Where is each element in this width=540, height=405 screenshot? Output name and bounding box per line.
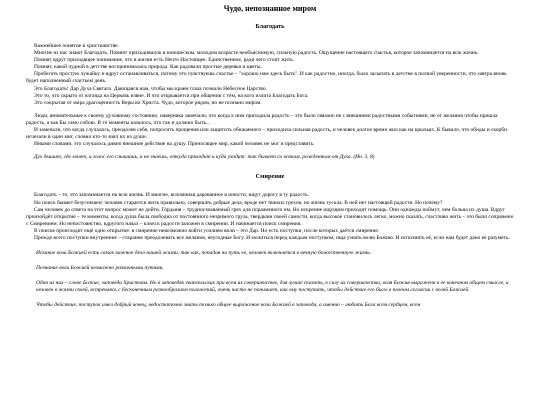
section-heading-humility: Смирение xyxy=(255,173,285,181)
paragraph: Благодать – то, что запоминается на всю жизнь. И многие, вспоминая дарованное в юности, ищут дорогу в ту радость. xyxy=(34,192,310,199)
paragraph: Это то, что скрыто от взгляда на Церковь извне. И что открывается при общении с тем, на кого излита Благодать Бога. xyxy=(34,92,309,99)
paragraph: В поиске происходит ещё одно открытие: в смирение невозможно войти усилием воли – это Дар. Но есть поступки, после которых даётся смирение. xyxy=(34,227,380,234)
italic-quote: Познание воли Божией возможно различными путями. xyxy=(36,265,164,272)
italic-quote: Чтобы действие, поступок имел добрый конец, недостаточно знать только общее выражение воли Божией в заповеди, а именно – любить Бога всем сердцем, всем xyxy=(36,302,421,309)
paragraph: Помнят, какой чудной в детстве воспринималась природа. Как радовали простые деревья и цветы. xyxy=(34,64,262,71)
document-title: Чудо, непознанное миром xyxy=(223,4,317,13)
paragraph: Помнят вдруг приходящее понимание, что в жизни есть Нечто Настоящее. Единственное, ради чего стоит жить. xyxy=(34,57,295,64)
paragraph: Прежде всего поступки внутренние – старание преодолевать все желания, неугодные Богу. И молиться перед каждым поступком, ища узнать волю Божию. И исполнять её, если нам будет дано её разуметь. xyxy=(34,234,510,241)
section-grace xyxy=(26,43,514,161)
paragraph: Это сокрытая от мира драгоценность Веры во Христа. Чудо, которое рядом, но не познано миром. xyxy=(34,99,262,106)
paragraph: Многие из нас знают Благодать. Помнят приходившую в юношеском, молодом возрасте необъяснимую, сильную радость. Ощущение настоящего счастья, которое запоминается на всю жизнь. xyxy=(34,50,479,57)
italic-quote: Искание воли Божией есть самое важное дело нашей жизни, так как, попадая на путь ее, человек включается в вечную божественную жизнь. xyxy=(36,250,372,257)
paragraph: Иными словами, это случалось дивно внешние действие на душу. Приносящее мир, какой человек не мог и представить. xyxy=(34,141,315,148)
paragraph: Но поиск бывает безуспешен: человек старается жить правильно, совершать добрые дела, вроде нет тяжких грехов, но жизнь тускла. В ней нет настоящей радости. Но почему? xyxy=(34,199,443,206)
paragraph: Важнейшее понятие в христианстве. xyxy=(34,43,119,49)
section-heading-grace: Благодать xyxy=(255,23,285,30)
scripture-quote: Дух дышит, где хочет, и голос его слышишь, а не знаешь, откуда приходит и куда уходит: так бывает со всяким, рожденным от Духа. (Ин. 3, 8) xyxy=(34,154,375,161)
section-humility xyxy=(26,192,514,309)
paragraph: Пробегать простую лужайку и вдруг останавливаться, потому что чувствуешь счастье – "хорошо нам здесь быть". И как радостно, иногда, было засыпать в детстве в полной уверенности, что завтра вновь будет наполненный счастьем день. xyxy=(26,71,507,85)
italic-quote: Один из них – слово Божие, заповеди Христовы. Но в заповедях евангельских при всем их совершенстве, для лучше сказать, в силу их совершенства, воля Божия выражена в ее конечном общем смысле, и человек в жизни своей, встречаясь с бесконечным разнообразием положений, очень часто не понимает, как ему поступить, чтобы действие его было в полном согласии с волей Божией. xyxy=(36,280,509,294)
paragraph: Это Благодать! Дар Духа Святаго. Дающаяся нам, чтобы мы краем глаза познали Небесное Царство. xyxy=(34,85,268,92)
paragraph: Сам человек до ответа на этот вопрос может не дойти. Гордыня – трудноузнаваемый грех для пораженного им. Но искренне ищущим приходит помощь. Они однажды поймут, чем больна их душа. Вдруг произойдёт открытие – те моменты, когда душа была свободна от постоянного незримого груза, твердыни своей самости, когда высокое становилось легко, можно сказать, счастливо жить – это было сопряжено с Смирением. Но непостоянство, вдругого начал – ключ к радости заложен в смирении. И начинается поиск смирения. xyxy=(26,206,514,227)
paragraph: И замечали, что когда случалось, преодолев себя, попросить прощения или защитить обижаемого – приходила сильная радость, и человек долгое время жил как на крыльях. К бывало, что обиды и скорби исчезали в один миг, словно кто-то взял их из души. xyxy=(26,127,507,141)
paragraph: Люди, внимательные к своему духовному состоянию, наверняка замечали, что когда к ним приходила радость – это было связано не с внешними радостными событиями, не от желания чтобы пришла радость, а как Бы само собою. В те моменты казалось, что так и должно быть... xyxy=(26,112,498,126)
